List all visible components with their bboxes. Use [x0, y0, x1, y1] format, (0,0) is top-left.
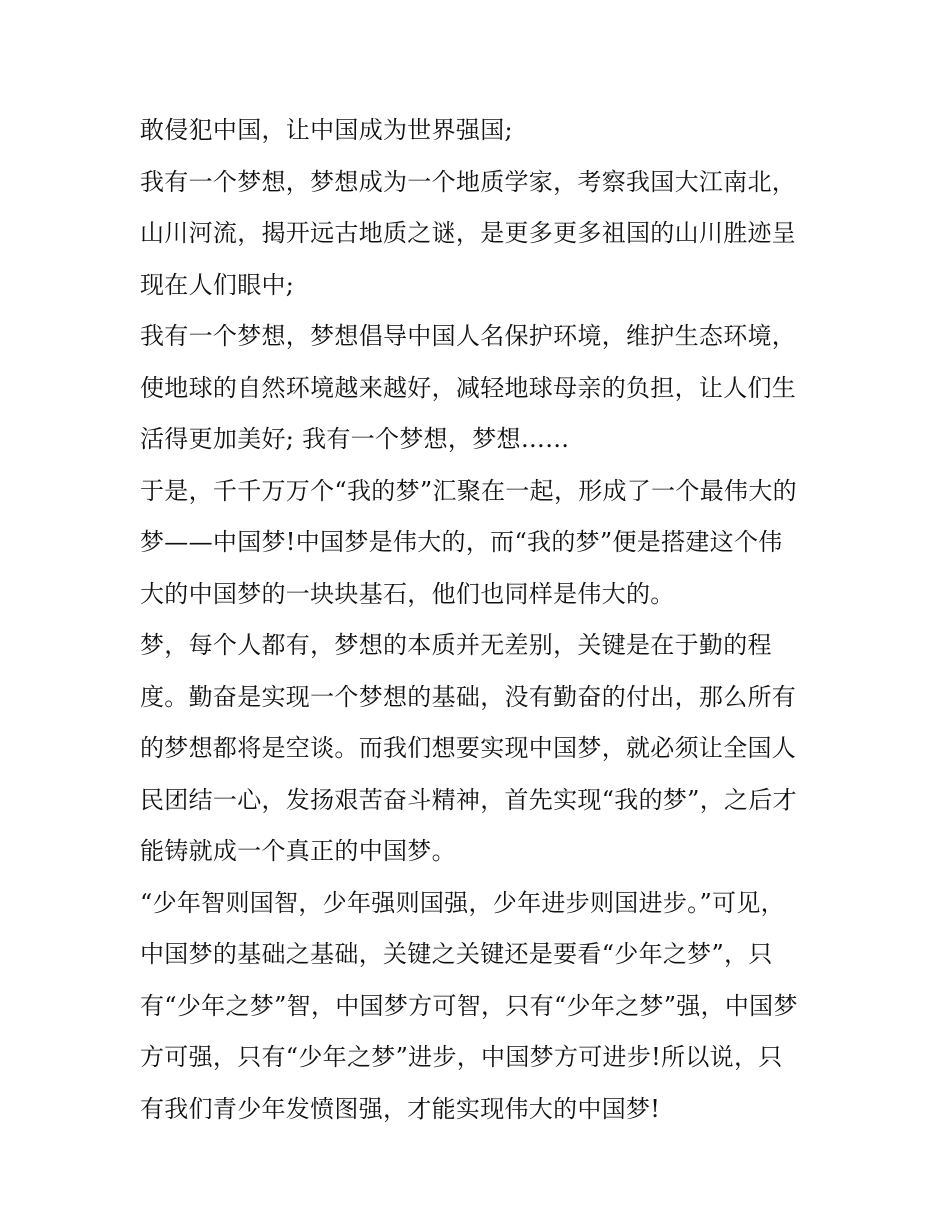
- text-line: 于是，千千万万个“我的梦”汇聚在一起，形成了一个最伟大的: [140, 476, 797, 505]
- text-line: 有我们青少年发愤图强，才能实现伟大的中国梦!: [140, 1094, 661, 1123]
- text-line: 敢侵犯中国，让中国成为世界强国;: [140, 116, 513, 144]
- body-text: [140, 105, 830, 1135]
- text-line: 民团结一心，发扬艰苦奋斗精神，首先实现“我的梦”，之后才: [140, 785, 797, 814]
- text-line: “少年智则国智，少年强则国强，少年进步则国进步。”可见，: [140, 888, 785, 917]
- text-line: 方可强，只有“少年之梦”进步，中国梦方可进步!所以说，只: [140, 1043, 783, 1071]
- text-line: 度。勤奋是实现一个梦想的基础，没有勤奋的付出，那么所有: [140, 682, 797, 711]
- text-line: 山川河流，揭开远古地质之谜，是更多更多祖国的山川胜迹呈: [140, 219, 797, 247]
- text-line: 活得更加美好; 我有一个梦想，梦想……: [140, 425, 570, 453]
- text-line: 梦——中国梦!中国梦是伟大的，而“我的梦”便是搭建这个伟: [140, 528, 783, 556]
- text-line: 梦，每个人都有，梦想的本质并无差别，关键是在于勤的程: [140, 631, 772, 659]
- text-line: 我有一个梦想，梦想成为一个地质学家，考察我国大江南北，: [140, 167, 797, 196]
- text-line: 我有一个梦想，梦想倡导中国人名保护环境，维护生态环境，: [140, 322, 797, 350]
- text-line: 现在人们眼中;: [140, 270, 295, 299]
- text-line: 有“少年之梦”智，中国梦方可智，只有“少年之梦”强，中国梦: [140, 991, 798, 1020]
- text-line: 能铸就成一个真正的中国梦。: [140, 837, 456, 865]
- text-line: 大的中国梦的一块块基石，他们也同样是伟大的。: [140, 579, 675, 608]
- text-line: 中国梦的基础之基础，关键之关键还是要看“少年之梦”，只: [140, 940, 773, 968]
- text-line: 使地球的自然环境越来越好，减轻地球母亲的负担，让人们生: [140, 373, 797, 402]
- text-line: 的梦想都将是空谈。而我们想要实现中国梦，就必须让全国人: [140, 734, 797, 762]
